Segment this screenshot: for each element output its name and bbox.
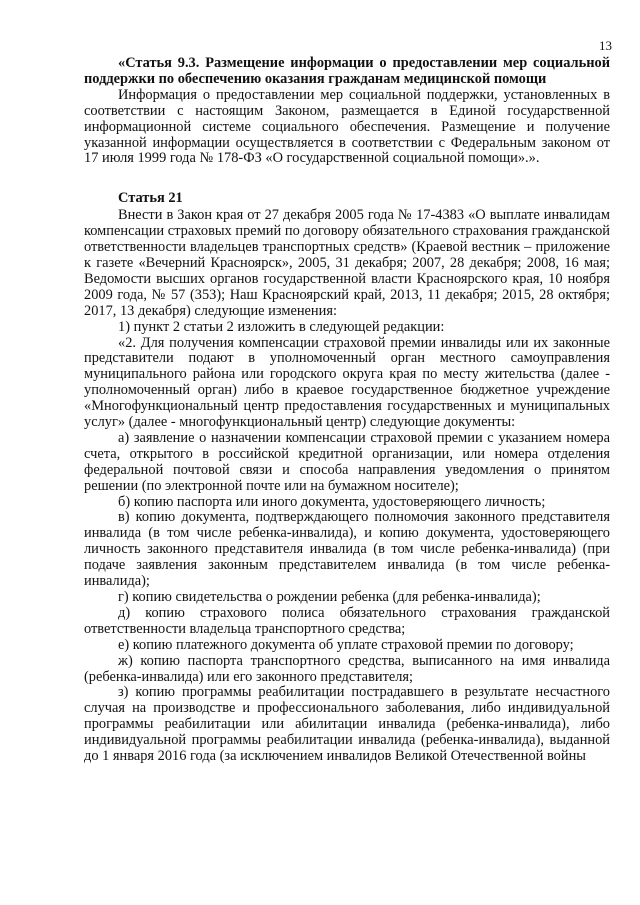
subitem-g: г) копию свидетельства о рождении ребенка (для ребенка-инвалида); (118, 589, 541, 605)
article-21-clause-2: «2. Для получения компенсации страховой премии инвалиды или их законные представители подают в уполномоченный орган местного самоуправления муниципального района или городского округа края по месту жительства (далее - уполномоченный орган) либо в краевое государственное бюджетное учреждение «Многофункциональный центр предоставления государственных и муниципальных услуг» (далее - многофункциональный центр) следующие документы: (84, 334, 610, 431)
subitem-zh: ж) копию паспорта транспортного средства, выписанного на имя инвалида (ребенка-инвалида) или его законного представителя; (84, 652, 610, 685)
subitem-v: в) копию документа, подтверждающего полномочия законного представителя инвалида (в том числе ребенка-инвалида), и копию документа, удостоверяющего личность законного представителя инвалида (в том числе ребенка-инвалида) (при подаче заявления законным представителем инвалида (в том числе ребенка-инвалида); (84, 509, 610, 590)
document-body (84, 56, 610, 765)
article-21-item-1: 1) пункт 2 статьи 2 изложить в следующей редакции: (118, 318, 445, 335)
page-number: 13 (599, 38, 612, 53)
subitem-d: д) копию страхового полиса обязательного страхования гражданской ответственности владельца транспортного средства; (84, 604, 610, 637)
article-9-3-title: «Статья 9.3. Размещение информации о предоставлении мер социальной поддержки по обеспечению оказания гражданам медицинской помощи (84, 55, 610, 87)
article-21-title: Статья 21 (118, 190, 183, 207)
subitem-z: з) копию программы реабилитации пострадавшего в результате несчастного случая на производстве и профессионального заболевания, либо индивидуальной программы реабилитации или абилитации инвалида (ребенка-инвалида), либо индивидуальной программы реабилитации инвалида (ребенка-инвалида), выданной до 1 января 2016 года (за исключением инвалидов Великой Отечественной войны (84, 684, 610, 765)
subitem-a: а) заявление о назначении компенсации страховой премии с указанием номера счета, открытого в российской кредитной организации, или номера отделения федеральной почтовой связи и способа направления уведомления о принятом решении (по электронной почте или на бумажном носителе); (84, 429, 610, 494)
subitem-e: е) копию платежного документа об уплате страховой премии по договору; (118, 636, 574, 653)
article-9-3-body: Информация о предоставлении мер социальной поддержки, установленных в соответствии с настоящим Законом, размещается в Единой государственной информационной системе социального обеспечения. Размещение и получение указанной информации осуществляется в соответствии с Федеральным законом от 17 июля 1999 года № 178-ФЗ «О государственной социальной помощи».». (84, 86, 610, 167)
article-21-intro: Внести в Закон края от 27 декабря 2005 года № 17-4383 «О выплате инвалидам компенсации страховых премий по договору обязательного страхования гражданской ответственности владельцев транспортных средств» (Краевой вестник – приложение к газете «Вечерний Красноярск», 2005, 31 декабря; 2007, 28 декабря; 2008, 16 мая; Ведомости высших органов государственной власти Красноярского края, 10 ноября 2009 года, № 57 (353); Наш Красноярский край, 2013, 11 декабря; 2015, 28 октября; 2017, 13 декабря) следующие изменения: (84, 207, 610, 319)
subitem-b: б) копию паспорта или иного документа, удостоверяющего личность; (118, 493, 546, 510)
